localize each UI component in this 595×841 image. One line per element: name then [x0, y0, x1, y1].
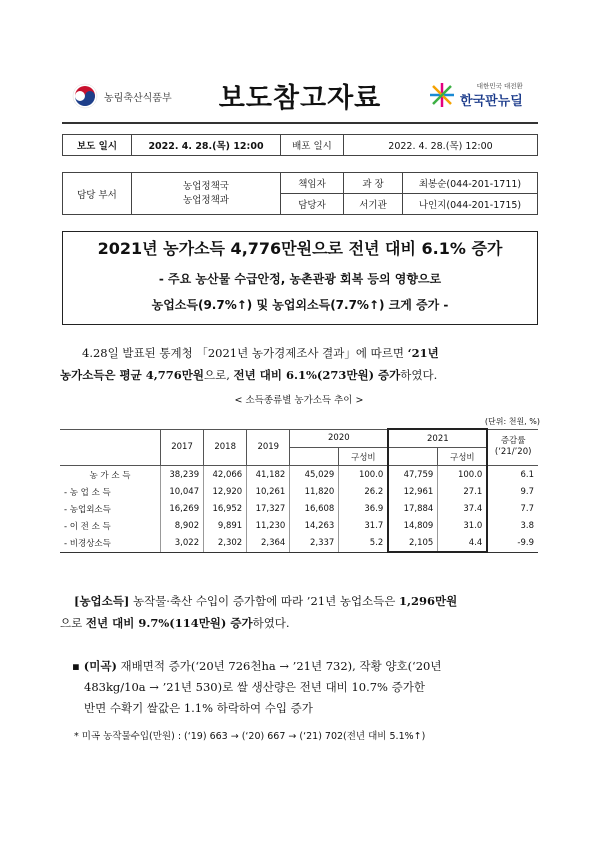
- cell-2021-share: 37.4: [438, 500, 488, 517]
- contact-table: [62, 172, 538, 215]
- farm-income-growth: 전년 대비 9.7%(114만원) 증가: [85, 616, 253, 630]
- taegeuk-emblem-icon: [72, 83, 98, 109]
- row-label: - 농 업 소 득: [60, 483, 161, 500]
- table-header-year: 2020: [290, 429, 389, 448]
- table-row: [60, 517, 538, 534]
- footnote: * 미곡 농작물수입(만원) : (‘19) 663 → (‘20) 667 → (‘21) 702(전년 대비 5.1%↑): [74, 731, 426, 742]
- table-unit: (단위: 천원, %): [484, 417, 540, 426]
- cell-2021-share: 4.4: [438, 534, 488, 552]
- cell-2017: 10,047: [161, 483, 204, 500]
- subheadline-2: 농업소득(9.7%↑) 및 농업외소득(7.7%↑) 크게 증가 -: [151, 298, 449, 312]
- subheadline-1: - 주요 농산물 수급안정, 농촌관광 회복 등의 영향으로: [158, 272, 442, 286]
- contact-name: 나인지(044-201-1715): [403, 194, 538, 215]
- table-row: [60, 500, 538, 517]
- distribution-date-label: 배포 일시: [281, 135, 344, 156]
- table-header-composition: 구성비: [339, 448, 389, 466]
- change-subheader: (‘21/’20): [494, 447, 532, 458]
- cell-2020: 11,820: [290, 483, 339, 500]
- cell-change: -9.9: [487, 534, 538, 552]
- cell-2018: 42,066: [204, 466, 247, 484]
- release-date-label: 보도 일시: [63, 135, 132, 156]
- intro-text: 하였다.: [400, 368, 438, 382]
- cell-2021-share: 31.0: [438, 517, 488, 534]
- korean-new-deal-logo: [428, 78, 538, 112]
- intro-average-income: 농가소득은 평균 4,776만원: [60, 368, 204, 382]
- new-deal-name: 한국판뉴딜: [460, 94, 523, 109]
- ministry-name: 농림축산식품부: [104, 92, 172, 104]
- table-row: [60, 466, 538, 484]
- farm-income-text: 농작물·축산 수입이 증가함에 따라 ’21년 농업소득은: [129, 594, 400, 608]
- table-header-year: 2021: [388, 429, 487, 448]
- cell-2020-share: 100.0: [339, 466, 389, 484]
- cell-2021-share: 100.0: [438, 466, 488, 484]
- cell-2020: 45,029: [290, 466, 339, 484]
- cell-2019: 2,364: [247, 534, 290, 552]
- row-label: - 이 전 소 득: [60, 517, 161, 534]
- cell-2021: 47,759: [388, 466, 438, 484]
- farm-income-text: 으로: [60, 616, 86, 630]
- intro-paragraph: [60, 342, 538, 386]
- release-info-table: [62, 134, 538, 156]
- cell-2017: 38,239: [161, 466, 204, 484]
- contact-title: 과 장: [344, 173, 403, 194]
- table-header-year: 2017: [161, 429, 204, 466]
- bullet-icon: ▪: [72, 659, 80, 673]
- cell-2020-share: 36.9: [339, 500, 389, 517]
- table-row: [60, 483, 538, 500]
- ministry-logo: [72, 78, 222, 114]
- row-label: - 비경상소득: [60, 534, 161, 552]
- table-header-2021-value: [388, 448, 438, 466]
- cell-2017: 3,022: [161, 534, 204, 552]
- rice-line: 반면 수확기 쌀값은 1.1% 하락하여 수입 증가: [84, 701, 313, 715]
- department-bureau: 농업정책국: [183, 180, 229, 192]
- department-division: 농업정책과: [183, 194, 229, 206]
- table-header-2020-value: [290, 448, 339, 466]
- cell-2019: 41,182: [247, 466, 290, 484]
- cell-2020-share: 5.2: [339, 534, 389, 552]
- cell-2019: 10,261: [247, 483, 290, 500]
- new-deal-tagline: 대한민국 대전환: [476, 82, 523, 90]
- farm-income-tag: [농업소득]: [74, 594, 130, 608]
- contact-name: 최봉순(044-201-1711): [403, 173, 538, 194]
- rice-line: 483kg/10a → ’21년 530)로 쌀 생산량은 전년 대비 10.7% 증가한: [84, 680, 425, 694]
- cell-2021: 2,105: [388, 534, 438, 552]
- department-names: [132, 173, 281, 215]
- cell-2020: 2,337: [290, 534, 339, 552]
- table-caption: < 소득종류별 농가소득 추이 >: [234, 395, 364, 406]
- farm-income-text: 하였다.: [252, 616, 290, 630]
- headline: 2021년 농가소득 4,776만원으로 전년 대비 6.1% 증가: [97, 239, 503, 258]
- table-header-blank: [60, 429, 161, 466]
- cell-2021-share: 27.1: [438, 483, 488, 500]
- cell-2021: 14,809: [388, 517, 438, 534]
- change-header: 증감률: [500, 436, 526, 447]
- cell-2019: 17,327: [247, 500, 290, 517]
- cell-2018: 16,952: [204, 500, 247, 517]
- cell-2018: 2,302: [204, 534, 247, 552]
- new-deal-star-icon: [428, 81, 456, 109]
- department-label: 담당 부서: [63, 173, 132, 215]
- cell-change: 7.7: [487, 500, 538, 517]
- cell-2017: 16,269: [161, 500, 204, 517]
- contact-title: 서기관: [344, 194, 403, 215]
- release-date-value: 2022. 4. 28.(목) 12:00: [132, 135, 281, 156]
- cell-2020-share: 26.2: [339, 483, 389, 500]
- header-divider: [62, 122, 538, 124]
- farm-income-paragraph: [60, 590, 538, 634]
- cell-change: 3.8: [487, 517, 538, 534]
- intro-growth: 전년 대비 6.1%(273만원) 증가: [233, 368, 401, 382]
- farm-income-amount: 1,296만원: [399, 594, 458, 608]
- page-title-banner: 보도참고자료: [218, 83, 382, 114]
- row-label: 농 가 소 득: [60, 466, 161, 484]
- table-header-change: [487, 429, 538, 466]
- income-table: [60, 428, 538, 553]
- row-label: - 농업외소득: [60, 500, 161, 517]
- cell-2020: 16,608: [290, 500, 339, 517]
- section-tag: [60, 594, 129, 608]
- cell-change: 9.7: [487, 483, 538, 500]
- cell-2021: 12,961: [388, 483, 438, 500]
- intro-text: 으로,: [204, 368, 234, 382]
- cell-2020-share: 31.7: [339, 517, 389, 534]
- cell-2018: 12,920: [204, 483, 247, 500]
- table-header-composition: 구성비: [438, 448, 488, 466]
- rice-bullet: [72, 656, 542, 719]
- rice-line: 재배면적 증가(‘20년 726천ha → ’21년 732), 작황 양호(‘20년: [116, 659, 442, 673]
- contact-role: 담당자: [281, 194, 344, 215]
- headline-box: [62, 231, 538, 325]
- table-header-year: 2018: [204, 429, 247, 466]
- table-header-year: 2019: [247, 429, 290, 466]
- cell-2021: 17,884: [388, 500, 438, 517]
- cell-2020: 14,263: [290, 517, 339, 534]
- rice-tag: (미곡): [83, 659, 117, 673]
- table-row: [60, 534, 538, 552]
- cell-change: 6.1: [487, 466, 538, 484]
- intro-year: ‘21년: [407, 346, 439, 360]
- cell-2018: 9,891: [204, 517, 247, 534]
- contact-role: 책임자: [281, 173, 344, 194]
- distribution-date-value: 2022. 4. 28.(목) 12:00: [344, 135, 538, 156]
- intro-text: 4.28일 발표된 통계청 「2021년 농가경제조사 결과」에 따르면: [82, 346, 408, 360]
- cell-2017: 8,902: [161, 517, 204, 534]
- cell-2019: 11,230: [247, 517, 290, 534]
